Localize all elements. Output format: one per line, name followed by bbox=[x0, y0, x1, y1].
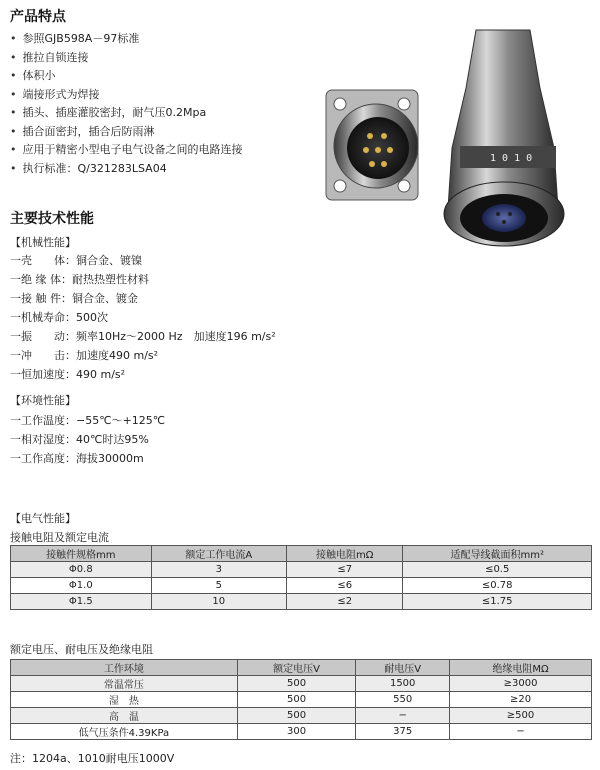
table-row bbox=[11, 692, 592, 708]
environmental-heading: 【环境性能】 bbox=[10, 394, 76, 407]
table-cell: Φ0.8 bbox=[11, 562, 152, 578]
table-cell: ≤7 bbox=[286, 562, 402, 578]
table-cell: 高 温 bbox=[11, 708, 238, 724]
list-item bbox=[10, 412, 165, 428]
list-item-text: 一工作温度：−55℃～+125℃ bbox=[10, 414, 166, 427]
list-item bbox=[10, 252, 142, 268]
table-cell: 375 bbox=[356, 724, 450, 740]
table-cell: ≤6 bbox=[286, 578, 402, 594]
list-item-text: 插头、插座灌胶密封，耐气压0.2Mpa bbox=[22, 106, 207, 119]
table-cell: ≥500 bbox=[450, 708, 592, 724]
table-cell: ≤0.5 bbox=[403, 562, 592, 578]
table-header-row bbox=[11, 660, 592, 676]
voltage-table bbox=[10, 659, 592, 740]
table-row bbox=[11, 578, 592, 594]
bullet-icon: • bbox=[10, 124, 17, 138]
footnote: 注：1204a、1010耐电压1000V bbox=[10, 752, 175, 765]
list-item bbox=[10, 309, 108, 325]
column-header: 接触件规格mm bbox=[11, 546, 152, 562]
column-header: 绝缘电阻MΩ bbox=[450, 660, 592, 676]
table-cell: 550 bbox=[356, 692, 450, 708]
list-item bbox=[10, 141, 243, 157]
table-cell: 500 bbox=[237, 708, 356, 724]
table-cell: − bbox=[450, 724, 592, 740]
mechanical-heading: 【机械性能】 bbox=[10, 236, 76, 249]
voltage-caption: 额定电压、耐电压及绝缘电阻 bbox=[10, 643, 153, 656]
list-item-text: 一工作高度：海拔30000m bbox=[10, 452, 144, 465]
list-item-text: 应用于精密小型电子电气设备之间的电路连接 bbox=[22, 143, 243, 156]
table-cell: Φ1.5 bbox=[11, 594, 152, 610]
table-cell: 500 bbox=[237, 676, 356, 692]
table-row bbox=[11, 562, 592, 578]
list-item bbox=[10, 347, 158, 363]
table-cell: Φ1.0 bbox=[11, 578, 152, 594]
list-item-text: 推拉自锁连接 bbox=[22, 50, 89, 64]
bullet-icon: • bbox=[10, 32, 17, 45]
table-cell: ≤2 bbox=[286, 594, 402, 610]
receptacle-flange-icon bbox=[326, 90, 418, 200]
table-cell: 10 bbox=[151, 594, 286, 610]
table-row bbox=[11, 708, 592, 724]
list-item bbox=[10, 104, 206, 120]
features-title: 产品特点 bbox=[10, 9, 66, 25]
list-item-text: 体积小 bbox=[22, 69, 56, 82]
table-cell: 湿 热 bbox=[11, 692, 238, 708]
list-item-text: 参照GJB598A－97标准 bbox=[22, 32, 140, 45]
table-cell: 3 bbox=[151, 562, 286, 578]
bullet-icon: • bbox=[10, 161, 17, 175]
list-item-text: 一接 触 件：铜合金、镀金 bbox=[10, 292, 138, 305]
list-item bbox=[10, 123, 155, 139]
list-item-text: 一振 动：频率10Hz～2000 Hz 加速度196 m/s² bbox=[10, 330, 276, 343]
table-cell: 低气压条件4.39KPa bbox=[11, 724, 238, 740]
table-cell: 常温常压 bbox=[11, 676, 238, 692]
table-cell: 300 bbox=[237, 724, 356, 740]
electrical-heading: 【电气性能】 bbox=[10, 512, 76, 525]
column-header: 额定电压V bbox=[237, 660, 356, 676]
list-item-text: 一机械寿命：500次 bbox=[10, 311, 108, 324]
bullet-icon: • bbox=[10, 106, 17, 119]
table-cell: ≥20 bbox=[450, 692, 592, 708]
list-item bbox=[10, 67, 56, 83]
list-item bbox=[10, 450, 144, 466]
contact-resistance-caption: 接触电阻及额定电流 bbox=[10, 531, 109, 544]
column-header: 工作环境 bbox=[11, 660, 238, 676]
bullet-icon: • bbox=[10, 87, 17, 101]
bullet-icon: • bbox=[10, 143, 17, 156]
list-item bbox=[10, 49, 89, 65]
list-item-text: 一绝 缘 体：耐热热塑性材料 bbox=[10, 273, 149, 286]
column-header: 适配导线截面积mm² bbox=[403, 546, 592, 562]
table-cell: ≤1.75 bbox=[403, 594, 592, 610]
list-item bbox=[10, 30, 139, 46]
list-item-text: 执行标准：Q/321283LSA04 bbox=[22, 161, 167, 175]
column-header: 额定工作电流A bbox=[151, 546, 286, 562]
table-row bbox=[11, 724, 592, 740]
plug-icon bbox=[444, 30, 564, 246]
table-row bbox=[11, 676, 592, 692]
contact-resistance-table bbox=[10, 545, 592, 610]
list-item bbox=[10, 366, 125, 382]
list-item bbox=[10, 160, 167, 176]
connector-photo bbox=[318, 28, 590, 250]
tech-title: 主要技术性能 bbox=[10, 211, 94, 227]
list-item bbox=[10, 431, 149, 447]
table-cell: 5 bbox=[151, 578, 286, 594]
table-cell: 1500 bbox=[356, 676, 450, 692]
bullet-icon: • bbox=[10, 69, 17, 82]
column-header: 耐电压V bbox=[356, 660, 450, 676]
list-item-text: 一冲 击：加速度490 m/s² bbox=[10, 349, 159, 362]
list-item-text: 一相对湿度：40℃时达95% bbox=[10, 433, 149, 446]
table-cell: − bbox=[356, 708, 450, 724]
table-cell: ≤0.78 bbox=[403, 578, 592, 594]
column-header: 接触电阻mΩ bbox=[286, 546, 402, 562]
bullet-icon: • bbox=[10, 50, 17, 64]
list-item bbox=[10, 271, 149, 287]
list-item-text: 插合面密封，插合后防雨淋 bbox=[22, 124, 155, 138]
list-item bbox=[10, 328, 276, 344]
list-item-text: 一恒加速度：490 m/s² bbox=[10, 368, 126, 381]
table-row bbox=[11, 594, 592, 610]
list-item-text: 一壳 体：铜合金、镀镍 bbox=[10, 254, 142, 267]
table-cell: ≥3000 bbox=[450, 676, 592, 692]
list-item bbox=[10, 86, 100, 102]
list-item bbox=[10, 290, 138, 306]
table-header-row bbox=[11, 546, 592, 562]
table-cell: 500 bbox=[237, 692, 356, 708]
plug-marking: 1 0 1 0 bbox=[490, 153, 533, 164]
list-item-text: 端接形式为焊接 bbox=[22, 87, 100, 101]
